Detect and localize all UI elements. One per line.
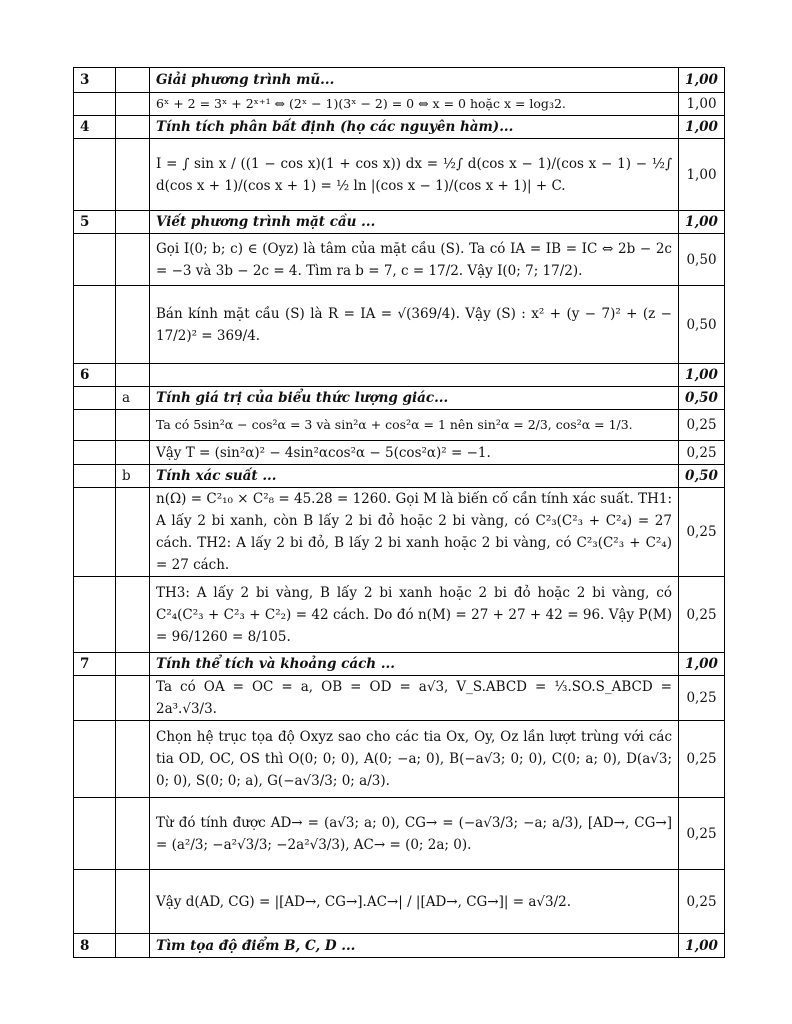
score: 0,25 (679, 870, 725, 934)
table-row (74, 870, 725, 934)
table-row (74, 93, 725, 116)
sub-part (116, 653, 150, 676)
question-number (74, 93, 116, 116)
sub-part (116, 410, 150, 441)
table-row (74, 387, 725, 410)
question-number (74, 387, 116, 410)
score: 1,00 (679, 139, 725, 211)
table-row (74, 441, 725, 465)
question-number (74, 234, 116, 286)
question-number: 3 (74, 68, 116, 93)
sub-part (116, 721, 150, 798)
sub-part (116, 68, 150, 93)
score: 0,25 (679, 441, 725, 465)
score: 0,50 (679, 234, 725, 286)
sub-part (116, 234, 150, 286)
table-row (74, 234, 725, 286)
answer-text: Gọi I(0; b; c) ∈ (Oyz) là tâm của mặt cầu (S). Ta có IA = IB = IC ⇔ 2b − 2c = −3 và 3b − 2c = 4. Tìm ra b = 7, c = 17/2. Vậy I(0; 7; 17/2). (150, 234, 679, 286)
answer-text: Vậy d(AD, CG) = |[AD→, CG→].AC→| / |[AD→, CG→]| = a√3/2. (150, 870, 679, 934)
question-number (74, 465, 116, 488)
table-row (74, 465, 725, 488)
question-number (74, 139, 116, 211)
score: 1,00 (679, 653, 725, 676)
question-title: Giải phương trình mũ... (150, 68, 679, 93)
score: 1,00 (679, 68, 725, 93)
question-title: Tính giá trị của biểu thức lượng giác... (150, 387, 679, 410)
score: 1,00 (679, 116, 725, 139)
question-number (74, 798, 116, 870)
score: 0,50 (679, 465, 725, 488)
sub-part (116, 286, 150, 364)
question-number: 8 (74, 934, 116, 958)
answer-text: Ta có 5sin²α − cos²α = 3 và sin²α + cos²α = 1 nên sin²α = 2/3, cos²α = 1/3. (150, 410, 679, 441)
question-number: 4 (74, 116, 116, 139)
table-row (74, 116, 725, 139)
question-number: 7 (74, 653, 116, 676)
sub-part (116, 870, 150, 934)
table-row (74, 798, 725, 870)
answer-text: Chọn hệ trục tọa độ Oxyz sao cho các tia Ox, Oy, Oz lần lượt trùng với các tia OD, OC, OS thì O(0; 0; 0), A(0; −a; 0), B(−a√3; 0; 0), C(0; a; 0), D(a√3; 0; 0), S(0; 0; a), G(−a√3/3; 0; a/3). (150, 721, 679, 798)
sub-part (116, 934, 150, 958)
table-row (74, 653, 725, 676)
score: 0,25 (679, 488, 725, 577)
question-number (74, 577, 116, 653)
question-number (74, 676, 116, 721)
question-number: 5 (74, 211, 116, 234)
question-title (150, 364, 679, 387)
sub-part (116, 139, 150, 211)
question-number: 6 (74, 364, 116, 387)
answer-text: 6ˣ + 2 = 3ˣ + 2ˣ⁺¹ ⇔ (2ˣ − 1)(3ˣ − 2) = 0 ⇔ x = 0 hoặc x = log₃2. (150, 93, 679, 116)
score: 1,00 (679, 211, 725, 234)
table-row (74, 286, 725, 364)
sub-part (116, 676, 150, 721)
table-row (74, 934, 725, 958)
score: 0,25 (679, 798, 725, 870)
answer-text: Từ đó tính được AD→ = (a√3; a; 0), CG→ = (−a√3/3; −a; a/3), [AD→, CG→] = (a²/3; −a²√3/3; −2a²√3/3), AC→ = (0; 2a; 0). (150, 798, 679, 870)
question-title: Tính xác suất ... (150, 465, 679, 488)
table-row (74, 364, 725, 387)
answer-table (73, 67, 725, 958)
question-title: Tìm tọa độ điểm B, C, D ... (150, 934, 679, 958)
sub-part (116, 488, 150, 577)
answer-text: Ta có OA = OC = a, OB = OD = a√3, V_S.ABCD = ⅓.SO.S_ABCD = 2a³.√3/3. (150, 676, 679, 721)
question-number (74, 488, 116, 577)
score: 0,50 (679, 387, 725, 410)
answer-text: Bán kính mặt cầu (S) là R = IA = √(369/4). Vậy (S) : x² + (y − 7)² + (z − 17/2)² = 369/4. (150, 286, 679, 364)
table-row (74, 139, 725, 211)
table-row (74, 488, 725, 577)
sub-part (116, 441, 150, 465)
question-number (74, 441, 116, 465)
answer-text: TH3: A lấy 2 bi vàng, B lấy 2 bi xanh hoặc 2 bi đỏ hoặc 2 bi vàng, có C²₄(C²₃ + C²₃ + C²₂) = 42 cách. Do đó n(M) = 27 + 27 + 42 = 96. Vậy P(M) = 96/1260 = 8/105. (150, 577, 679, 653)
score: 1,00 (679, 93, 725, 116)
score: 0,50 (679, 286, 725, 364)
table-row (74, 577, 725, 653)
sub-part (116, 116, 150, 139)
question-title: Viết phương trình mặt cầu ... (150, 211, 679, 234)
score: 0,25 (679, 676, 725, 721)
question-number (74, 721, 116, 798)
question-title: Tính tích phân bất định (họ các nguyên hàm)... (150, 116, 679, 139)
table-row (74, 211, 725, 234)
question-number (74, 410, 116, 441)
score: 1,00 (679, 934, 725, 958)
question-number (74, 870, 116, 934)
score: 1,00 (679, 364, 725, 387)
score: 0,25 (679, 721, 725, 798)
table-row (74, 68, 725, 93)
score: 0,25 (679, 410, 725, 441)
sub-part: a (116, 387, 150, 410)
question-title: Tính thể tích và khoảng cách ... (150, 653, 679, 676)
answer-text: n(Ω) = C²₁₀ × C²₈ = 45.28 = 1260. Gọi M là biến cố cần tính xác suất. TH1: A lấy 2 bi xanh, còn B lấy 2 bi đỏ hoặc 2 bi vàng, có C²₃(C²₃ + C²₄) = 27 cách. TH2: A lấy 2 bi đỏ, B lấy 2 bi xanh hoặc 2 bi vàng, có C²₃(C²₃ + C²₄) = 27 cách. (150, 488, 679, 577)
table-row (74, 410, 725, 441)
sub-part (116, 93, 150, 116)
question-number (74, 286, 116, 364)
score: 0,25 (679, 577, 725, 653)
sub-part (116, 364, 150, 387)
table-row (74, 676, 725, 721)
sub-part (116, 577, 150, 653)
sub-part (116, 798, 150, 870)
answer-text: Vậy T = (sin²α)² − 4sin²αcos²α − 5(cos²α)² = −1. (150, 441, 679, 465)
table-row (74, 721, 725, 798)
sub-part: b (116, 465, 150, 488)
sub-part (116, 211, 150, 234)
answer-text: I = ∫ sin x / ((1 − cos x)(1 + cos x)) dx = ½∫ d(cos x − 1)/(cos x − 1) − ½∫ d(cos x + 1)/(cos x + 1) = ½ ln |(cos x − 1)/(cos x + 1)| + C. (150, 139, 679, 211)
